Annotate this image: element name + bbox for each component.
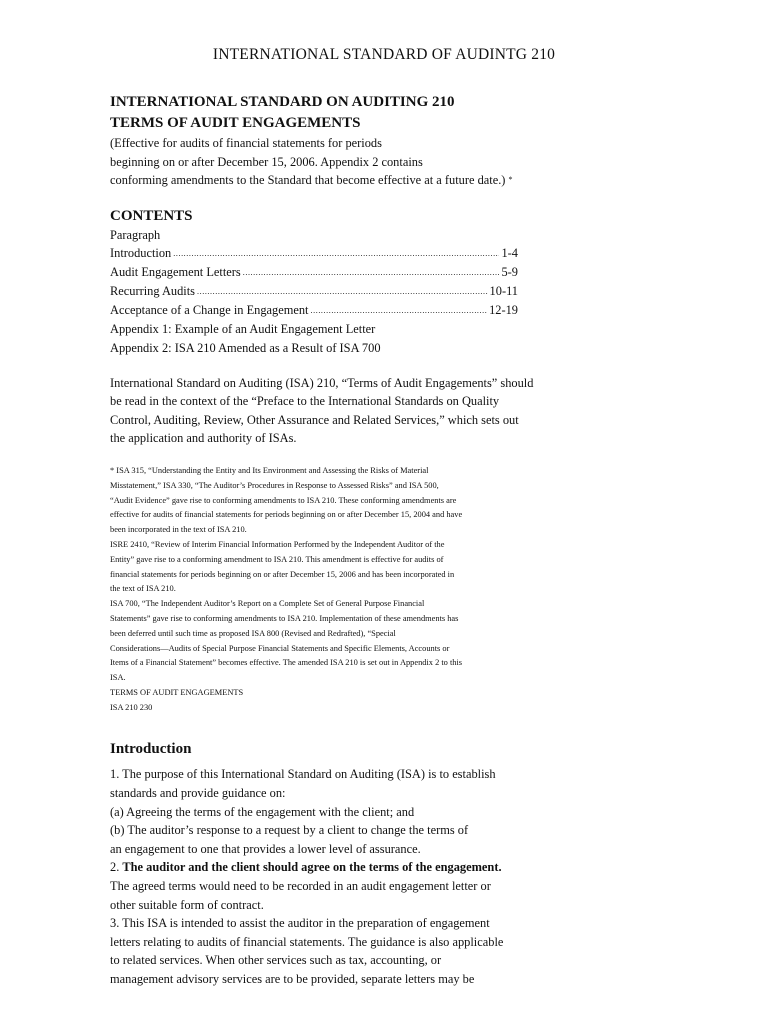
intro-line: standards and provide guidance on: (110, 786, 286, 801)
toc-leader (311, 301, 488, 320)
preface-line: Control, Auditing, Review, Other Assurance and Related Services,” which sets out (110, 412, 519, 427)
intro-line (110, 858, 630, 877)
page-content (110, 92, 630, 989)
intro-line: The agreed terms would need to be recorded in an audit engagement letter or (110, 879, 491, 894)
preface-paragraph (110, 374, 630, 448)
toc-entry[interactable] (110, 263, 518, 282)
footnote-line: “Audit Evidence” gave rise to conforming amendments to ISA 210. These conforming amendments are (110, 495, 457, 505)
toc-entry-paragraphs: 12-19 (489, 303, 518, 318)
toc-entry-title: Introduction (110, 246, 172, 261)
intro-line-prefix: 2. (110, 860, 123, 875)
effective-line (110, 171, 630, 190)
footnote-line: Items of a Financial Statement” becomes effective. The amended ISA 210 is set out in Appendix 2 to this (110, 658, 463, 668)
effective-note (110, 134, 630, 190)
intro-line: 1. The purpose of this International Standard on Auditing (ISA) is to establish (110, 767, 496, 782)
effective-line-text: conforming amendments to the Standard that become effective at a future date.) (110, 173, 506, 188)
intro-line: 3. This ISA is intended to assist the auditor in the preparation of engagement (110, 916, 490, 931)
footnote-line: the text of ISA 210. (110, 584, 176, 594)
intro-line-bold: The auditor and the client should agree on the terms of the engagement. (122, 860, 502, 875)
effective-line: beginning on or after December 15, 2006. Appendix 2 contains (110, 154, 423, 169)
intro-line: to related services. When other services such as tax, accounting, or (110, 953, 442, 968)
toc-leader (173, 244, 499, 263)
footnote-line: effective for audits of financial statements for periods beginning on or after December 15, 2004 and have (110, 510, 463, 520)
footnote-line: Statements” gave rise to conforming amendments to ISA 210. Implementation of these amendments has (110, 613, 459, 623)
intro-line: other suitable form of contract. (110, 897, 264, 912)
preface-line: International Standard on Auditing (ISA) 210, “Terms of Audit Engagements” should (110, 375, 534, 390)
footnote-line: ISA. (110, 673, 126, 683)
toc-entry-title: Audit Engagement Letters (110, 265, 241, 280)
toc-entry[interactable] (110, 282, 518, 301)
footnote-line: ISRE 2410, “Review of Interim Financial Information Performed by the Independent Auditor of the (110, 539, 445, 549)
footnote-line: TERMS OF AUDIT ENGAGEMENTS (110, 687, 244, 697)
footnote-line: been deferred until such time as proposed ISA 800 (Revised and Redrafted), “Special (110, 628, 396, 638)
intro-line: (b) The auditor’s response to a request by a client to change the terms of (110, 823, 469, 838)
toc-leader (243, 263, 500, 282)
footnote-line: Considerations—Audits of Special Purpose Financial Statements and Specific Elements, Accounts or (110, 643, 450, 653)
footnote-line: financial statements for periods beginning on or after December 15, 2006 and has been incorporated in (110, 569, 455, 579)
toc-entry-title: Acceptance of a Change in Engagement (110, 303, 309, 318)
toc-entry-paragraphs: 1-4 (501, 246, 518, 261)
running-header: INTERNATIONAL STANDARD OF AUDINTG 210 (212, 46, 556, 63)
toc-appendix[interactable]: Appendix 2: ISA 210 Amended as a Result of ISA 700 (110, 340, 381, 355)
toc-appendix[interactable]: Appendix 1: Example of an Audit Engagement Letter (110, 322, 376, 337)
toc-entry[interactable] (110, 244, 518, 263)
footnote-marker: * (508, 175, 513, 185)
introduction-heading: Introduction (110, 741, 192, 758)
footnote-line: Misstatement,” ISA 330, “The Auditor’s Procedures in Response to Assessed Risks” and ISA 500, (110, 480, 439, 490)
toc-entry[interactable] (110, 301, 518, 320)
intro-line: management advisory services are to be provided, separate letters may be (110, 972, 475, 987)
preface-line: the application and authority of ISAs. (110, 431, 297, 446)
contents-heading: CONTENTS (110, 207, 193, 224)
introduction-body (110, 765, 630, 988)
footnote-line: Entity” gave rise to a conforming amendment to ISA 210. This amendment is effective for audits of (110, 554, 444, 564)
toc-leader (197, 282, 488, 301)
intro-line: letters relating to audits of financial statements. The guidance is also applicable (110, 934, 504, 949)
footnote-line: * ISA 315, “Understanding the Entity and Its Environment and Assessing the Risks of Material (110, 465, 429, 475)
footnote-line: ISA 210 230 (110, 702, 153, 712)
intro-line: an engagement to one that provides a lower level of assurance. (110, 841, 421, 856)
standard-title: INTERNATIONAL STANDARD ON AUDITING 210 (110, 94, 455, 110)
footnote-line: been incorporated in the text of ISA 210. (110, 525, 247, 535)
toc-entry-paragraphs: 5-9 (501, 265, 518, 280)
preface-line: be read in the context of the “Preface to the International Standards on Quality (110, 394, 500, 409)
footnote-line: ISA 700, “The Independent Auditor’s Report on a Complete Set of General Purpose Financial (110, 599, 425, 609)
footnotes (110, 464, 630, 716)
standard-subtitle: TERMS OF AUDIT ENGAGEMENTS (110, 115, 361, 131)
paragraph-column-label: Paragraph (110, 227, 161, 242)
intro-line: (a) Agreeing the terms of the engagement with the client; and (110, 804, 415, 819)
effective-line: (Effective for audits of financial statements for periods (110, 136, 382, 150)
toc-entry-title: Recurring Audits (110, 284, 196, 299)
toc-entry-paragraphs: 10-11 (489, 284, 518, 299)
toc-list (110, 244, 630, 357)
